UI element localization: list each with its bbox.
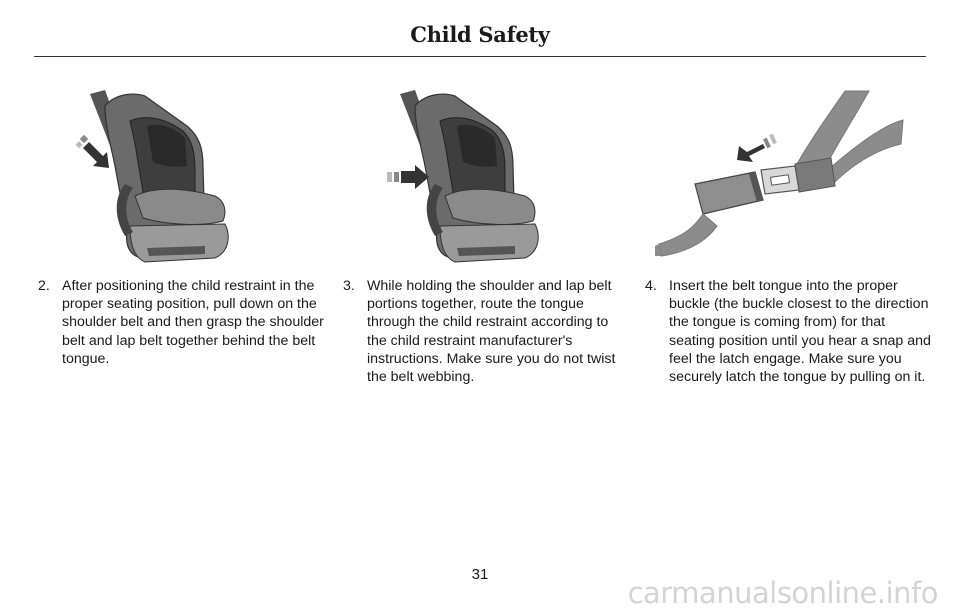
step-4-text: Insert the belt tongue into the proper buckle (the buckle closest to the direction the tongue is coming from) for that seating position until you hear a snap and feel the latch engage. Make sure you securely latch the tongue by pulling on it. <box>669 278 931 386</box>
step-3-number: 3. <box>343 278 355 294</box>
page-number: 31 <box>471 566 489 583</box>
step-4-number: 4. <box>645 278 657 294</box>
watermark[interactable]: carmanualsonline.info <box>627 576 938 610</box>
child-seat-route-tongue-illustration <box>385 86 560 271</box>
step-3-text: While holding the shoulder and lap belt portions together, route the tongue through the child restraint according to the child restraint manufacturer's instructions. Make sure you do not twist the belt webbing. <box>367 278 616 386</box>
step-2-text: After positioning the child restraint in the proper seating position, pull down on the shoulder belt and then grasp the shoulder belt and lap belt together behind the belt tongue. <box>62 278 324 367</box>
figure-step-3 <box>385 86 560 271</box>
child-seat-pull-belt-illustration <box>75 86 250 271</box>
step-2-number: 2. <box>38 278 50 294</box>
header-divider <box>34 56 926 57</box>
page-title: Child Safety <box>410 22 550 47</box>
belt-buckle-insert-illustration <box>655 86 905 261</box>
figure-step-2 <box>75 86 250 271</box>
figure-step-4 <box>655 86 905 261</box>
